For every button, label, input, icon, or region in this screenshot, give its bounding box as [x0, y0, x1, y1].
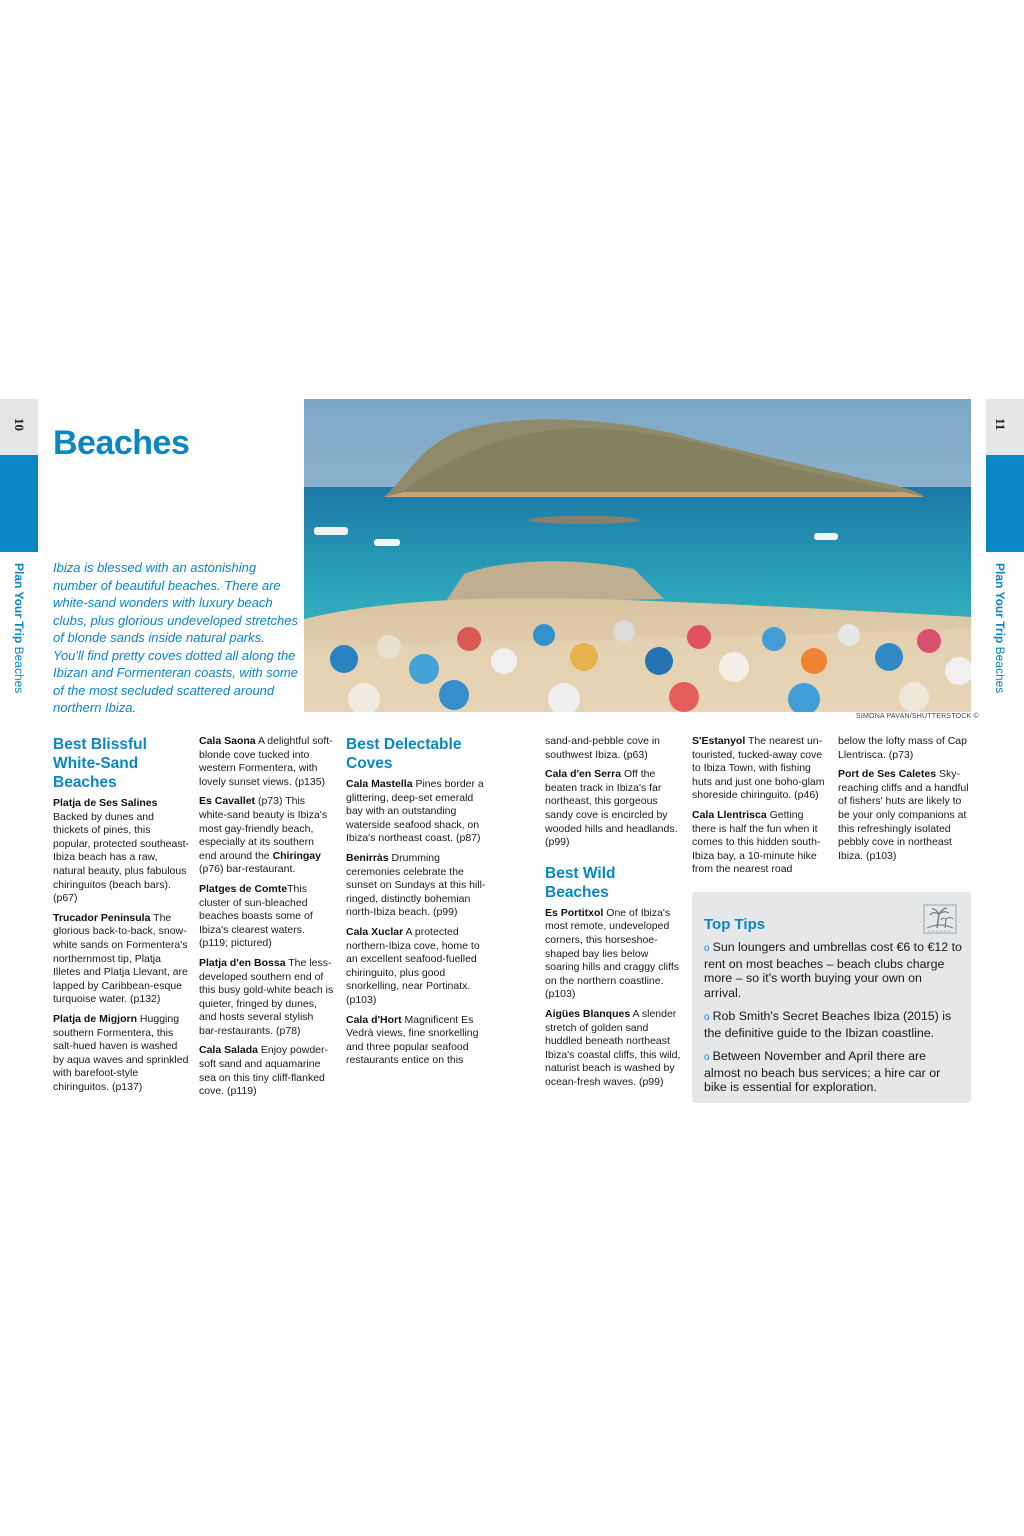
entry-name: S'Estanyol	[692, 735, 746, 747]
entry-cala-dhort	[346, 1014, 486, 1068]
side-section-right: Plan Your Trip	[993, 563, 1007, 644]
top-tips-box	[692, 892, 971, 1103]
section-heading-wild: Best Wild Beaches	[545, 864, 616, 901]
entry-cala-llentrisca-continued: below the lofty mass of Cap Llentrisca. (p73)	[838, 735, 967, 761]
entry-name: Benirràs	[346, 851, 389, 864]
section-heading-coves: Best Delectable Coves	[346, 736, 462, 772]
tip-text: Between November and April there are almost no beach bus services; a hire car or bike is essential for exploration.	[704, 1049, 941, 1094]
entry-text: The nearest un-touristed, tucked-away cove to Ibiza Town, with fishing huts and just one boho-glam shoreside chiringuito. (p46)	[692, 735, 825, 802]
intro-paragraph: Ibiza is blessed with an astonishing number of beautiful beaches. There are white-sand wonders with luxury beach clubs, plus glorious undeveloped stretches of blonde sands inside natural parks. You'll find pretty coves dotted all along the Ibizan and Formenteran coasts, with some of the most secluded scattered around northern Ibiza.	[53, 560, 298, 715]
side-topic-right: Beaches	[993, 646, 1007, 694]
top-tip-item	[704, 1009, 962, 1040]
entry-port-de-ses-caletes	[838, 768, 973, 863]
right-page-number: 11	[993, 418, 1008, 431]
entry-name: Es Cavallet	[199, 795, 256, 808]
column-6	[838, 735, 973, 869]
entry-text: This cluster of sun-bleached beaches boasts some of Ibiza's clearest waters. (p119; pictured)	[199, 882, 313, 950]
top-tip-item	[704, 1049, 962, 1095]
entry-text: Sky-reaching cliffs and a handful of fishers' huts are likely to be your only companions at this refreshingly isolated pebbly cove in northeast Ibiza. (p103)	[838, 768, 969, 862]
entry-name: Es Portitxol	[545, 906, 604, 919]
entry-text: A slender stretch of golden sand huddled beneath northeast Ibiza's coastal cliffs, this wild, naturist beach is washed by ocean-fresh waves. (p99)	[545, 1007, 681, 1088]
entry-text: A delightful soft-blonde cove tucked into western Formentera, with lovely sunset views. (p135)	[199, 735, 333, 788]
entry-ses-salines	[53, 797, 190, 906]
entry-cala-salada	[199, 1044, 334, 1098]
entry-platja-den-bossa	[199, 957, 334, 1039]
column-3	[346, 735, 486, 1074]
column-5	[692, 735, 829, 883]
entry-text: The glorious back-to-back, snow-white sands on Formentera's northernmost tip, Platja Illetes and Platja Llevant, are lapped by Caribbean-esque turquoise water. (p132)	[53, 911, 188, 1006]
entry-text: The less-developed southern end of this busy gold-white beach is quieter, fringed by dunes, and hosts several stylish bar-restaurants. (p78)	[199, 956, 334, 1037]
left-side-label	[12, 563, 26, 693]
beach-palm-icon	[923, 904, 957, 934]
beach-photo	[304, 399, 971, 712]
section-heading-white-sand: Best Blissful White-Sand Beaches	[53, 736, 147, 791]
entry-aigues-blanques	[545, 1008, 682, 1090]
entry-name: Cala Mastella	[346, 778, 413, 790]
entry-text: (p76) bar-restaurant.	[199, 863, 296, 876]
entry-cala-xuclar	[346, 926, 486, 1008]
entry-name: Cala Llentrisca	[692, 808, 767, 821]
entry-name: Trucador Peninsula	[53, 911, 151, 924]
entry-name: Platja de Ses Salines	[53, 797, 158, 809]
entry-platges-de-comte	[199, 883, 334, 951]
bullet-icon: o	[704, 943, 710, 954]
entry-sestanyol	[692, 735, 829, 803]
left-page-tab	[0, 455, 38, 552]
entry-trucador	[53, 912, 190, 1007]
right-page-tab	[986, 455, 1024, 552]
entry-text: Magnificent Es Vedrà views, fine snorkelling and three popular seafood restaurants entice on this	[346, 1013, 479, 1067]
entry-cala-saona	[199, 735, 334, 789]
entry-migjorn	[53, 1013, 190, 1095]
entry-cala-dhort-continued: sand-and-pebble cove in southwest Ibiza. (p63)	[545, 735, 660, 761]
bullet-icon: o	[704, 1052, 710, 1063]
entry-text: Getting there is half the fun when it comes to this hidden south-Ibiza bay, a 10-minute hike from the nearest road	[692, 808, 821, 876]
entry-name: Cala d'Hort	[346, 1013, 402, 1026]
entry-name: Cala Saona	[199, 735, 256, 747]
entry-cala-llentrisca	[692, 809, 829, 877]
photo-credit: SIMONA PAVAN/SHUTTERSTOCK ©	[856, 713, 979, 720]
entry-text: Pines border a glittering, deep-set emerald bay with an outstanding waterside seafood shack, on Ibiza's northeast coast. (p87)	[346, 778, 484, 845]
entry-name: Aigües Blanques	[545, 1007, 631, 1020]
left-page-number: 10	[12, 418, 27, 431]
column-4	[545, 735, 682, 1095]
side-topic: Beaches	[12, 646, 26, 694]
bullet-icon: o	[704, 1012, 710, 1023]
right-side-label	[993, 563, 1007, 693]
top-tip-item	[704, 940, 962, 1000]
column-1	[53, 735, 190, 1100]
entry-text: Off the beaten track in Ibiza's far northeast, this gorgeous sandy cove is encircled by wooded hills and headlands. (p99)	[545, 768, 678, 849]
entry-es-portitxol	[545, 907, 682, 1002]
entry-cala-den-serra	[545, 768, 682, 850]
entry-text: Backed by dunes and thickets of pines, this popular, protected southeast-Ibiza beach has a raw, natural beauty, plus fabulous chiringuitos (beach bars). (p67)	[53, 810, 190, 905]
entry-name: Platges de Comte	[199, 882, 288, 895]
tip-text: Sun loungers and umbrellas cost €6 to €12 to rent on most beaches – beach clubs charge more – so it's worth buying your own on arrival.	[704, 940, 962, 1000]
entry-name: Cala d'en Serra	[545, 768, 622, 781]
entry-text: One of Ibiza's most remote, undeveloped corners, this horseshoe-shaped bay lies below soaring hills and craggy cliffs on the northern coastline. (p103)	[545, 906, 680, 1001]
entry-text: Enjoy powder-soft sand and aquamarine sea on this tiny cliff-flanked cove. (p119)	[199, 1044, 328, 1098]
entry-name: Platja d'en Bossa	[199, 956, 286, 969]
tip-text: Rob Smith's Secret Beaches Ibiza (2015) is the definitive guide to the Ibizan coastline.	[704, 1009, 952, 1040]
entry-es-cavallet	[199, 795, 334, 877]
page-title: Beaches	[53, 424, 190, 462]
entry-name: Chiringay	[272, 849, 321, 862]
side-section: Plan Your Trip	[12, 563, 26, 644]
entry-name: Platja de Migjorn	[53, 1012, 138, 1025]
entry-name: Cala Xuclar	[346, 925, 404, 938]
entry-name: Cala Salada	[199, 1044, 258, 1057]
entry-text: Hugging southern Formentera, this salt-hued haven is washed by aqua waves and sprinkled with barefoot-style chiringuitos. (p137)	[53, 1012, 189, 1093]
top-tips-list	[704, 940, 962, 1104]
entry-benirras	[346, 852, 486, 920]
entry-name: Port de Ses Caletes	[838, 768, 937, 781]
entry-cala-mastella	[346, 778, 486, 846]
column-2	[199, 735, 334, 1105]
entry-text: Drumming ceremonies celebrate the sunset on Sundays at this hill-ringed, distinctly bohemian north-Ibiza beach. (p99)	[346, 851, 486, 919]
entry-text: A protected northern-Ibiza cove, home to an excellent seafood-fuelled chiringuito, plus good snorkelling, near Portinatx. (p103)	[346, 925, 480, 1006]
entry-text: (p73) This white-sand beauty is Ibiza's most gay-friendly beach, especially at its southern end around the	[199, 795, 328, 862]
top-tips-heading: Top Tips	[704, 916, 766, 933]
